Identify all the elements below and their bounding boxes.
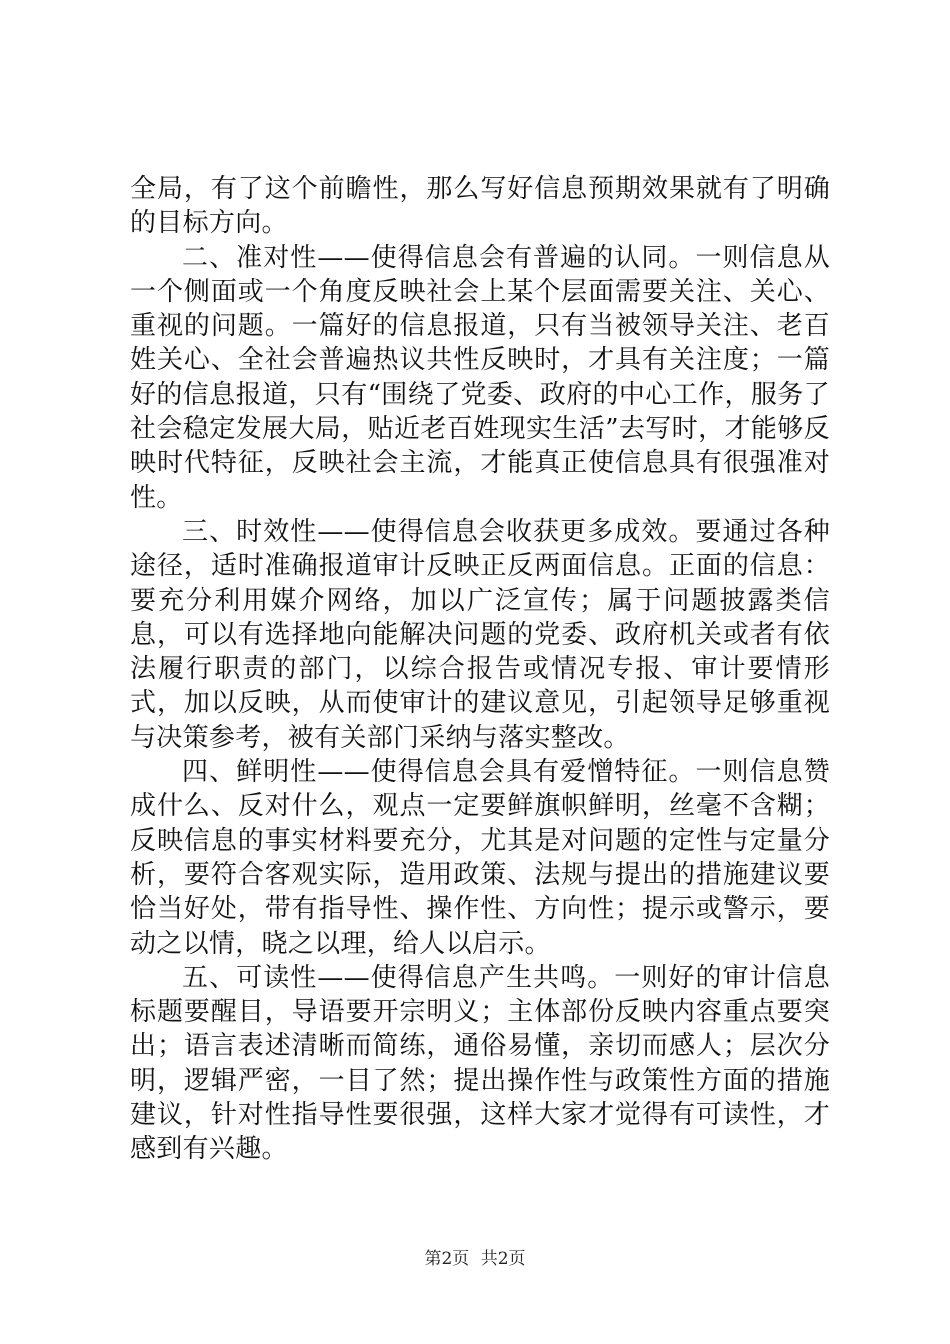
page-number: 第2页	[424, 1249, 470, 1269]
page-total: 共2页	[480, 1249, 526, 1269]
paragraph-distinctiveness: 四、鲜明性——使得信息会具有爱憎特征。一则信息赞成什么、反对什么，观点一定要鲜旗帜鲜明，丝毫不含糊；反映信息的事实材料要充分，尤其是对问题的定性与定量分析，要符合客观实际，造用政策、法规与提出的措施建议要恰当好处，带有指导性、操作性、方向性；提示或警示，要动之以情，晓之以理，给人以启示。	[130, 757, 830, 959]
paragraph-continuation: 全局，有了这个前瞻性，那么写好信息预期效果就有了明确的目标方向。	[130, 174, 830, 239]
page-footer	[0, 1244, 950, 1269]
paragraph-readability: 五、可读性——使得信息产生共鸣。一则好的审计信息标题要醒目，导语要开宗明义；主体部份反映内容重点要突出；语言表述清晰而简练，通俗易懂，亲切而感人；层次分明，逻辑严密，一目了然；提出操作性与政策性方面的措施建议，针对性指导性要很强，这样大家才觉得有可读性，才感到有兴趣。	[130, 962, 830, 1165]
paragraph-accuracy: 二、准对性——使得信息会有普遍的认同。一则信息从一个侧面或一个角度反映社会上某个层面需要关注、关心、重视的问题。一篇好的信息报道，只有当被领导关注、老百姓关心、全社会普遍热议共性反映时，才具有关注度；一篇好的信息报道，只有“围绕了党委、政府的中心工作，服务了社会稳定发展大局，贴近老百姓现实生活”去写时，才能够反映时代特征，反映社会主流，才能真正使信息具有很强准对性。	[130, 242, 830, 513]
paragraph-timeliness: 三、时效性——使得信息会收获更多成效。要通过各种途径，适时准确报道审计反映正反两面信息。正面的信息：要充分利用媒介网络，加以广泛宣传；属于问题披露类信息，可以有选择地向能解决问题的党委、政府机关或者有依法履行职责的部门，以综合报告或情况专报、审计要情形式，加以反映，从而使审计的建议意见，引起领导足够重视与决策参考，被有关部门采纳与落实整改。	[130, 516, 830, 753]
document-body	[130, 172, 830, 1167]
